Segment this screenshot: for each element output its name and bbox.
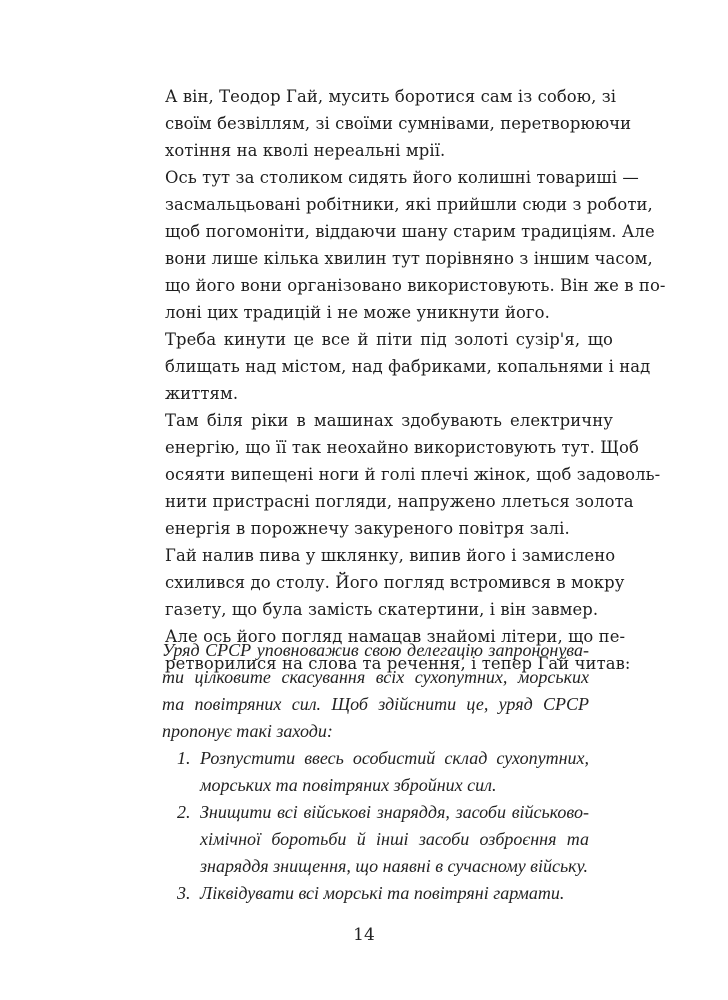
quoted-newspaper-text [162,637,589,907]
quote-line: Уряд СРСР уповноважив свою делегацію запрононува- [162,640,589,660]
text-line: А він, Теодор Гай, мусить боротися сам із собою, зі [165,87,617,106]
text-line: осяяти випещені ноги й голі плечі жінок, щоб задоволь- [165,465,661,484]
quote-line: Розпустити ввесь особистий склад сухопутних, [200,748,589,768]
body-text [137,83,666,677]
quote-line: пропонує такі заходи: [162,721,333,741]
text-line: енергія в порожнечу закуреного повітря залі. [165,519,570,538]
text-line: енергію, що її так неохайно використовують тут. Щоб [165,438,639,457]
text-line: своїм безвіллям, зі своїми сумнівами, перетворюючи [165,114,632,133]
list-item [162,745,589,799]
text-line: вони лише кілька хвилин тут порівняно з іншим часом, [165,249,653,268]
quote-line: Ліквідувати всі морські та повітряні гармати. [200,883,565,903]
text-line: лоні цих традицій і не може уникнути його. [165,303,550,322]
text-line: Треба кинути це все й піти під золоті сузір'я, що [165,330,613,349]
text-line: життям. [165,384,239,403]
text-line: Гай налив пива у шклянку, випив його і замислено [165,546,616,565]
paragraph [137,542,625,623]
paragraph [137,164,666,326]
text-line: газету, що була замість скатертини, і він завмер. [165,600,599,619]
measures-list [162,745,589,907]
quote-intro [162,637,589,745]
list-item [162,799,589,880]
text-line: засмальцьовані робітники, які прийшли сюди з роботи, [165,195,653,214]
text-line: що його вони організовано використовують. Він же в по- [165,276,666,295]
list-number: 1. [177,748,191,768]
text-line: Ось тут за столиком сидять його колишні товариші — [165,168,639,187]
paragraph [137,326,651,407]
paragraph [137,407,661,542]
quote-line: та повітряних сил. Щоб здійснити це, уряд СРСР [162,694,589,714]
quote-line: Знищити всі військові знаряддя, засоби військово- [200,802,589,822]
quote-line: знаряддя знищення, що наявні в сучасному війську. [200,856,588,876]
text-line: схилився до столу. Його погляд встромився в мокру [165,573,625,592]
paragraph [137,83,632,164]
page-number: 14 [353,925,375,945]
list-item [162,880,589,907]
list-number: 3. [177,883,191,903]
text-line: щоб погомоніти, віддаючи шану старим традиціям. Але [165,222,655,241]
list-number: 2. [177,802,191,822]
quote-line: морських та повітряних збройних сил. [200,775,497,795]
text-line: блищать над містом, над фабриками, копальнями і над [165,357,651,376]
quote-line: хімічної боротьби й інші засоби озброєння та [200,829,589,849]
text-line: Але ось його погляд намацав знайомі літери, що пе- [165,627,626,646]
text-line: хотіння на кволі нереальні мрії. [165,141,446,160]
quote-line: ти цілковите скасування всіх сухопутних, морських [162,667,589,687]
text-line: Там біля ріки в машинах здобувають електричну [165,411,613,430]
text-line: нити пристрасні погляди, напружено ллеться золота [165,492,634,511]
text-line: ретворилися на слова та речення, і тепер Гай читав: [165,654,631,673]
